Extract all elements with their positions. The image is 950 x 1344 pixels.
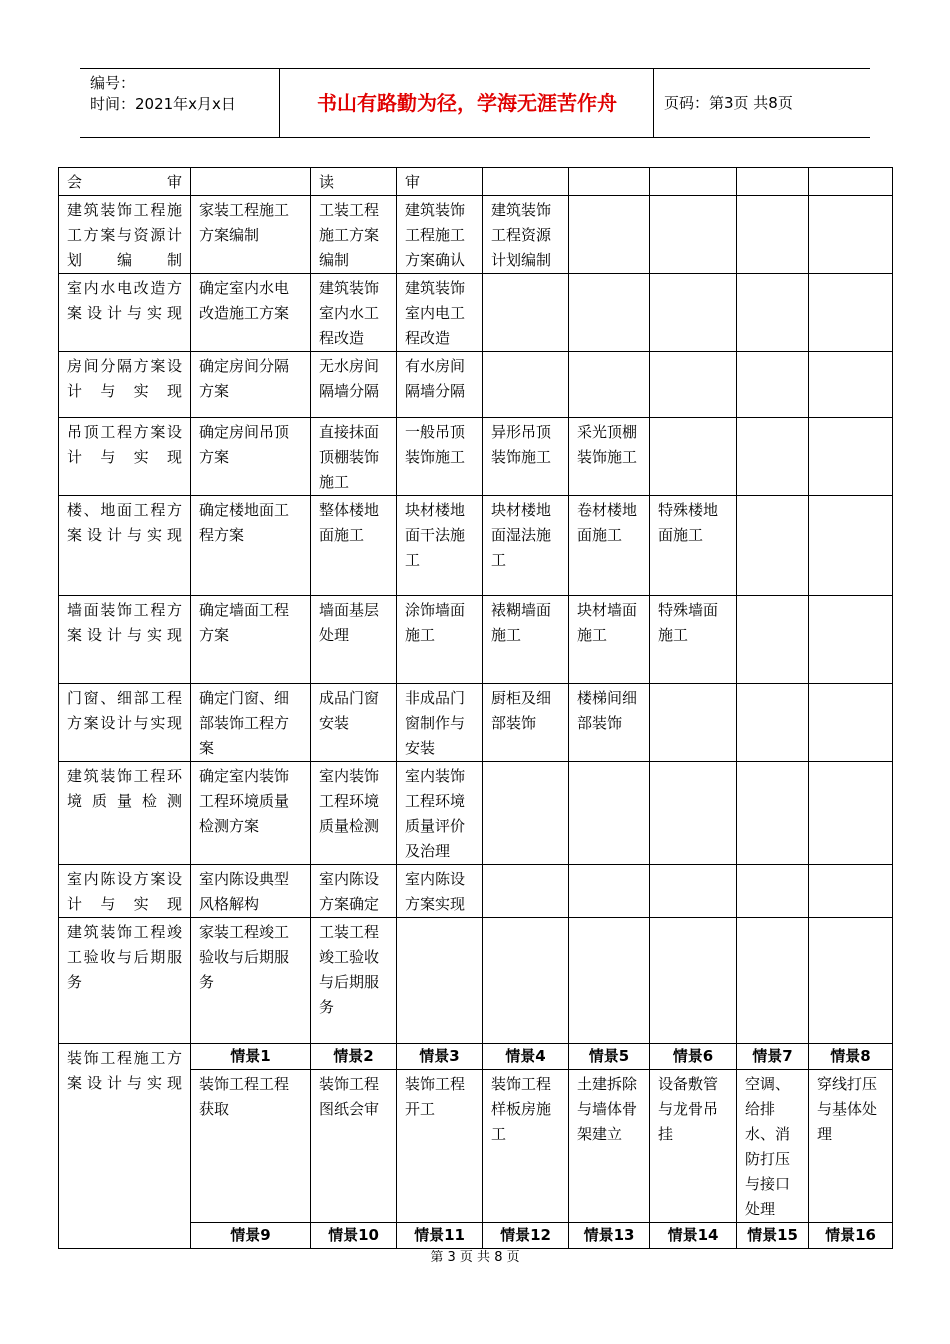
task-cell — [569, 196, 650, 274]
task-cell: 工装工程施工方案编制 — [311, 196, 397, 274]
task-cell — [650, 274, 737, 352]
module-cell: 房间分隔方案设计与实现 — [59, 352, 191, 418]
task-cell: 确定门窗、细部装饰工程方案 — [191, 684, 311, 762]
task-cell — [650, 865, 737, 918]
scene-task-cell: 穿线打压与基体处理 — [809, 1070, 893, 1223]
table-row — [59, 865, 893, 918]
scene-task-cell: 装饰工程工程获取 — [191, 1070, 311, 1223]
task-cell: 室内陈设方案确定 — [311, 865, 397, 918]
module-cell: 建筑装饰工程施工方案与资源计划编制 — [59, 196, 191, 274]
module-cell: 装饰工程施工方案设计与实现 — [59, 1044, 191, 1249]
task-cell: 采光顶棚装饰施工 — [569, 418, 650, 496]
task-cell: 读 — [311, 168, 397, 196]
task-cell — [809, 918, 893, 1044]
module-cell: 会审 — [59, 168, 191, 196]
task-cell — [809, 274, 893, 352]
task-cell — [650, 684, 737, 762]
task-cell: 建筑装饰室内电工程改造 — [397, 274, 483, 352]
task-cell — [650, 352, 737, 418]
header-motto: 书山有路勤为径，学海无涯苦作舟 — [281, 69, 654, 137]
task-cell — [737, 196, 809, 274]
scene-label: 情景13 — [569, 1223, 650, 1249]
task-cell — [650, 762, 737, 865]
task-cell — [650, 168, 737, 196]
task-cell — [569, 168, 650, 196]
table-row — [59, 274, 893, 352]
task-cell — [737, 762, 809, 865]
task-cell — [483, 762, 569, 865]
task-cell — [809, 596, 893, 684]
task-cell: 建筑装饰工程施工方案确认 — [397, 196, 483, 274]
task-cell — [569, 918, 650, 1044]
module-cell: 室内水电改造方案设计与实现 — [59, 274, 191, 352]
scene-label: 情景1 — [191, 1044, 311, 1070]
task-cell — [737, 352, 809, 418]
task-cell — [650, 418, 737, 496]
task-cell — [483, 918, 569, 1044]
task-cell — [809, 418, 893, 496]
task-cell — [483, 352, 569, 418]
task-cell: 确定室内装饰工程环境质量检测方案 — [191, 762, 311, 865]
task-cell: 家装工程竣工验收与后期服务 — [191, 918, 311, 1044]
task-cell: 特殊墙面施工 — [650, 596, 737, 684]
scene-label: 情景15 — [737, 1223, 809, 1249]
task-cell: 卷材楼地面施工 — [569, 496, 650, 596]
time-label: 时间：2021年x月x日 — [90, 95, 236, 113]
task-cell: 室内陈设典型风格解构 — [191, 865, 311, 918]
table-row — [59, 596, 893, 684]
task-cell: 确定房间吊顶方案 — [191, 418, 311, 496]
task-cell: 确定房间分隔方案 — [191, 352, 311, 418]
scene-label: 情景16 — [809, 1223, 893, 1249]
task-cell — [483, 274, 569, 352]
scene-label: 情景10 — [311, 1223, 397, 1249]
table-row — [59, 418, 893, 496]
task-cell — [737, 418, 809, 496]
header-page-info: 页码：第3页 共8页 — [664, 94, 793, 112]
task-cell: 一般吊顶装饰施工 — [397, 418, 483, 496]
task-cell: 特殊楼地面施工 — [650, 496, 737, 596]
table-row — [59, 762, 893, 865]
page-header — [80, 68, 870, 138]
task-cell — [569, 865, 650, 918]
scene-label: 情景2 — [311, 1044, 397, 1070]
task-cell — [569, 352, 650, 418]
scene-label: 情景11 — [397, 1223, 483, 1249]
module-cell: 门窗、细部工程方案设计与实现 — [59, 684, 191, 762]
scene-label: 情景8 — [809, 1044, 893, 1070]
task-cell — [397, 918, 483, 1044]
table-row — [59, 196, 893, 274]
task-cell — [737, 168, 809, 196]
task-cell: 建筑装饰工程资源计划编制 — [483, 196, 569, 274]
table-row — [59, 684, 893, 762]
task-cell — [483, 168, 569, 196]
curriculum-table — [58, 167, 893, 1249]
task-cell — [737, 918, 809, 1044]
module-cell: 墙面装饰工程方案设计与实现 — [59, 596, 191, 684]
task-cell — [483, 865, 569, 918]
task-cell: 工装工程竣工验收与后期服务 — [311, 918, 397, 1044]
task-cell: 有水房间隔墙分隔 — [397, 352, 483, 418]
scene-label: 情景3 — [397, 1044, 483, 1070]
page-footer: 第 3 页 共 8 页 — [430, 1250, 520, 1265]
scene-label: 情景12 — [483, 1223, 569, 1249]
task-cell — [737, 274, 809, 352]
table-row — [59, 352, 893, 418]
task-cell: 块材楼地面干法施工 — [397, 496, 483, 596]
task-cell — [737, 596, 809, 684]
task-cell — [809, 168, 893, 196]
scene-label: 情景5 — [569, 1044, 650, 1070]
task-cell — [191, 168, 311, 196]
task-cell: 审 — [397, 168, 483, 196]
scene-label: 情景6 — [650, 1044, 737, 1070]
task-cell — [569, 274, 650, 352]
task-cell: 无水房间隔墙分隔 — [311, 352, 397, 418]
task-cell — [650, 918, 737, 1044]
task-cell: 非成品门窗制作与安装 — [397, 684, 483, 762]
table-row — [59, 1044, 893, 1070]
module-cell: 室内陈设方案设计与实现 — [59, 865, 191, 918]
task-cell: 块材墙面施工 — [569, 596, 650, 684]
module-cell: 建筑装饰工程环境质量检测 — [59, 762, 191, 865]
task-cell: 裱糊墙面施工 — [483, 596, 569, 684]
task-cell: 室内装饰工程环境质量评价及治理 — [397, 762, 483, 865]
task-cell: 墙面基层处理 — [311, 596, 397, 684]
task-cell: 异形吊顶装饰施工 — [483, 418, 569, 496]
module-cell: 吊顶工程方案设计与实现 — [59, 418, 191, 496]
task-cell: 成品门窗安装 — [311, 684, 397, 762]
task-cell — [809, 196, 893, 274]
table-row — [59, 496, 893, 596]
scene-label: 情景14 — [650, 1223, 737, 1249]
task-cell — [737, 865, 809, 918]
task-cell — [737, 684, 809, 762]
table-row — [59, 918, 893, 1044]
scene-task-cell: 空调、给排水、消防打压与接口处理 — [737, 1070, 809, 1223]
task-cell: 涂饰墙面施工 — [397, 596, 483, 684]
task-cell: 块材楼地面湿法施工 — [483, 496, 569, 596]
task-cell — [650, 196, 737, 274]
task-cell: 确定室内水电改造施工方案 — [191, 274, 311, 352]
header-meta — [80, 69, 280, 137]
scene-label: 情景4 — [483, 1044, 569, 1070]
scene-label: 情景9 — [191, 1223, 311, 1249]
task-cell: 确定墙面工程方案 — [191, 596, 311, 684]
task-cell — [569, 762, 650, 865]
scene-label: 情景7 — [737, 1044, 809, 1070]
task-cell: 整体楼地面施工 — [311, 496, 397, 596]
task-cell: 楼梯间细部装饰 — [569, 684, 650, 762]
number-label: 编号： — [90, 74, 136, 92]
table-row — [59, 168, 893, 196]
task-cell — [809, 762, 893, 865]
task-cell: 室内陈设方案实现 — [397, 865, 483, 918]
task-cell: 室内装饰工程环境质量检测 — [311, 762, 397, 865]
task-cell — [809, 684, 893, 762]
task-cell — [809, 865, 893, 918]
scene-task-cell: 装饰工程样板房施工 — [483, 1070, 569, 1223]
scene-task-cell: 装饰工程开工 — [397, 1070, 483, 1223]
scene-task-cell: 装饰工程图纸会审 — [311, 1070, 397, 1223]
task-cell: 建筑装饰室内水工程改造 — [311, 274, 397, 352]
task-cell — [737, 496, 809, 596]
scene-task-cell: 土建拆除与墙体骨架建立 — [569, 1070, 650, 1223]
task-cell — [809, 496, 893, 596]
task-cell — [809, 352, 893, 418]
module-cell: 楼、地面工程方案设计与实现 — [59, 496, 191, 596]
scene-task-cell: 设备敷管与龙骨吊挂 — [650, 1070, 737, 1223]
module-cell: 建筑装饰工程竣工验收与后期服务 — [59, 918, 191, 1044]
task-cell: 家装工程施工方案编制 — [191, 196, 311, 274]
task-cell: 厨柜及细部装饰 — [483, 684, 569, 762]
task-cell: 直接抹面顶棚装饰施工 — [311, 418, 397, 496]
task-cell: 确定楼地面工程方案 — [191, 496, 311, 596]
